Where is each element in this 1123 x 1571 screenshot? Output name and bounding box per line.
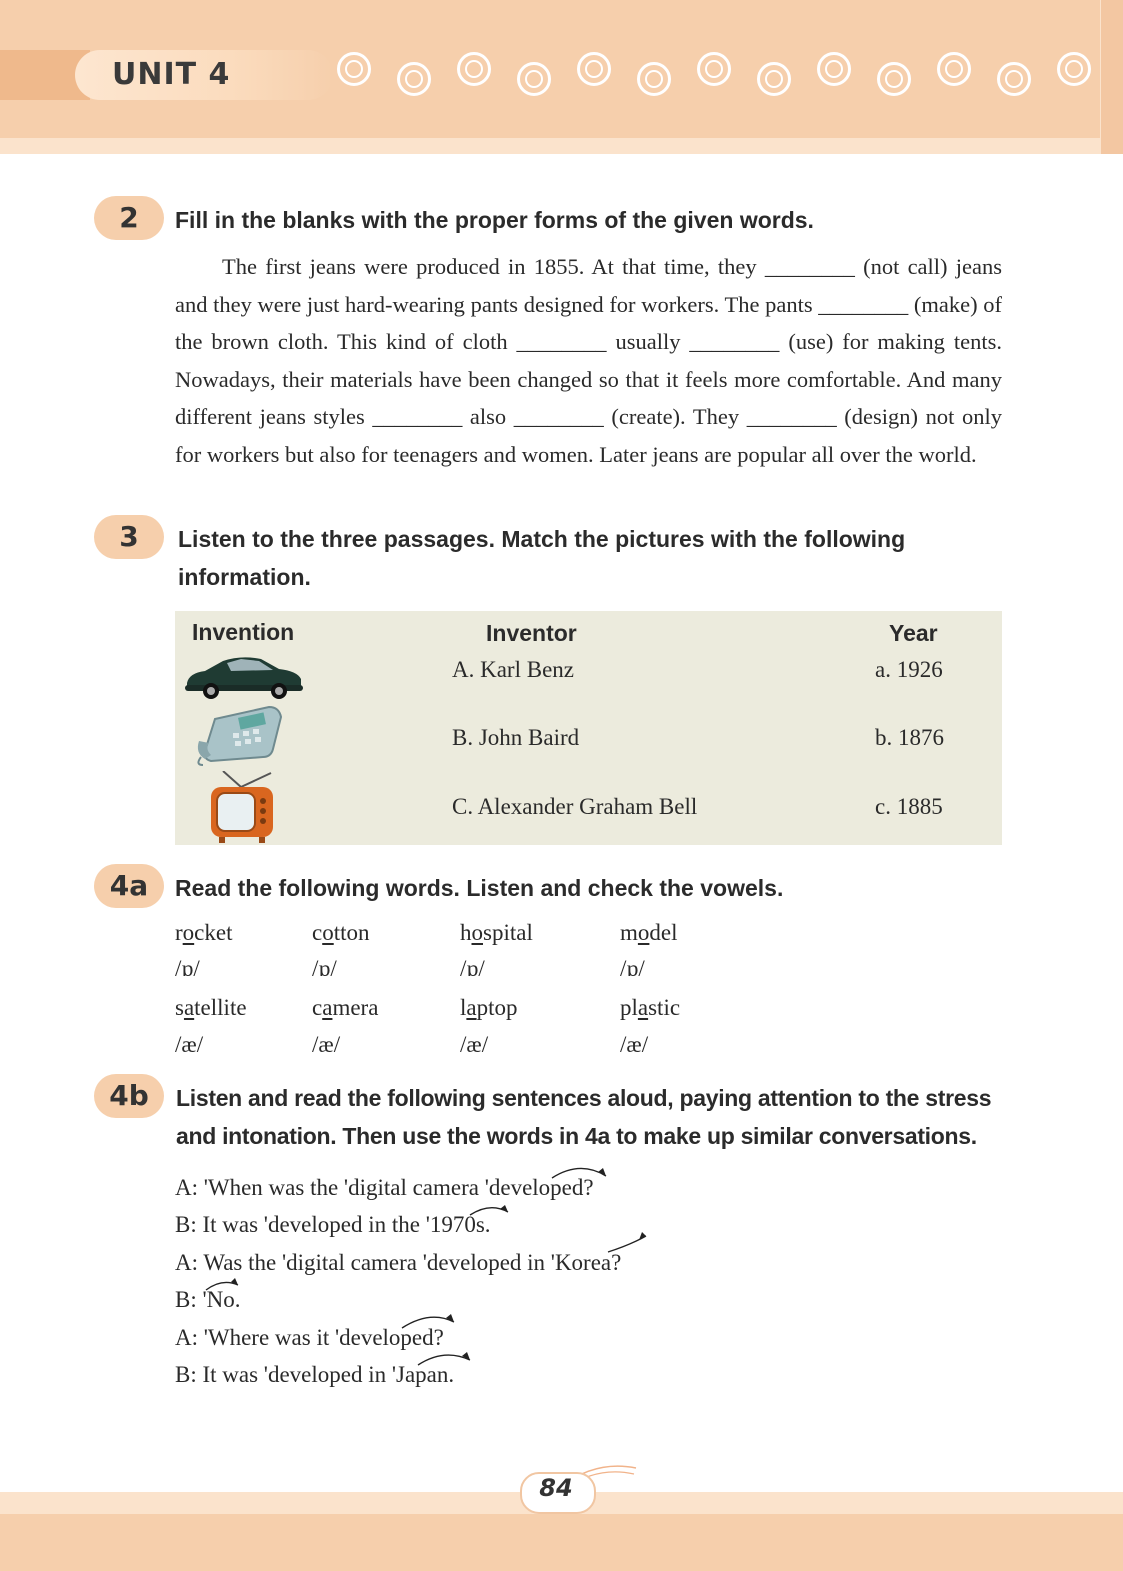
section-title-2: Fill in the blanks with the proper forms of the given words. xyxy=(175,207,814,233)
word-cotton: cotton xyxy=(312,920,370,945)
ipa-plastic: /æ/ xyxy=(620,1032,649,1057)
unit-title: UNIT 4 xyxy=(112,57,231,92)
word-rocket: rocket xyxy=(175,920,233,945)
section-title-3: Listen to the three passages. Match the pictures with the following information. xyxy=(178,526,906,590)
ipa-camera: /æ/ xyxy=(312,1032,341,1057)
dialogue-line-5: A: 'Where was it 'developed? xyxy=(175,1325,444,1350)
header-year: Year xyxy=(889,620,938,646)
section-badge-3: 3 xyxy=(94,515,164,559)
section-badge-2: 2 xyxy=(94,196,164,240)
inventor-row-2: B. John Baird xyxy=(452,725,580,750)
ipa-model: /ɒ/ xyxy=(620,956,645,981)
ipa-laptop: /æ/ xyxy=(460,1032,489,1057)
section-title-4a: Read the following words. Listen and check the vowels. xyxy=(175,875,784,901)
word-plastic: plastic xyxy=(620,995,681,1020)
dialogue-line-1: A: 'When was the 'digital camera 'developed? xyxy=(175,1175,594,1200)
page-footer xyxy=(0,1514,1123,1571)
inventor-row-1: A. Karl Benz xyxy=(452,657,574,682)
section-badge-4b: 4b xyxy=(94,1074,164,1118)
dialogue-line-6: B: It was 'developed in 'Japan. xyxy=(175,1362,455,1387)
page-number: 84 xyxy=(539,1474,573,1502)
word-camera: camera xyxy=(312,995,379,1020)
word-model: model xyxy=(620,920,678,945)
year-row-2: b. 1876 xyxy=(875,725,944,750)
header-inventor: Inventor xyxy=(486,620,577,646)
word-laptop: laptop xyxy=(460,995,518,1020)
year-row-3: c. 1885 xyxy=(875,794,943,819)
dialogue-line-2: B: It was 'developed in the '1970s. xyxy=(175,1212,491,1237)
dialogue-line-3: A: Was the 'digital camera 'developed in 'Korea? xyxy=(175,1250,622,1275)
word-satellite: satellite xyxy=(175,995,247,1020)
ipa-rocket: /ɒ/ xyxy=(175,956,200,981)
section-title-4b: Listen and read the following sentences aloud, paying attention to the stress and intonation. Then use the words in 4a to make up similar conversations. xyxy=(176,1085,992,1149)
dialogue-line-4: B: 'No. xyxy=(175,1287,241,1312)
header-invention: Invention xyxy=(192,619,295,645)
ipa-cotton: /ɒ/ xyxy=(312,956,337,981)
word-hospital: hospital xyxy=(460,920,533,945)
year-row-1: a. 1926 xyxy=(875,657,943,682)
inventor-row-3: C. Alexander Graham Bell xyxy=(452,794,698,819)
section-badge-4a: 4a xyxy=(94,864,164,908)
ipa-hospital: /ɒ/ xyxy=(460,956,485,981)
passage-text: The first jeans were produced in 1855. At that time, they ________ (not call) jeans and they were just hard-wearing pants designed for workers. The pants ________ (make) of the brown cloth. This kind of cloth ________ usually ________ (use) for making tents. Nowadays, their materials have been changed so that it feels more comfortable. And many different jeans styles ________ also ________ (create). They ________ (design) not only for workers but also for teenagers and women. Later jeans are popular all over the world. xyxy=(175,254,1002,467)
ipa-satellite: /æ/ xyxy=(175,1032,204,1057)
